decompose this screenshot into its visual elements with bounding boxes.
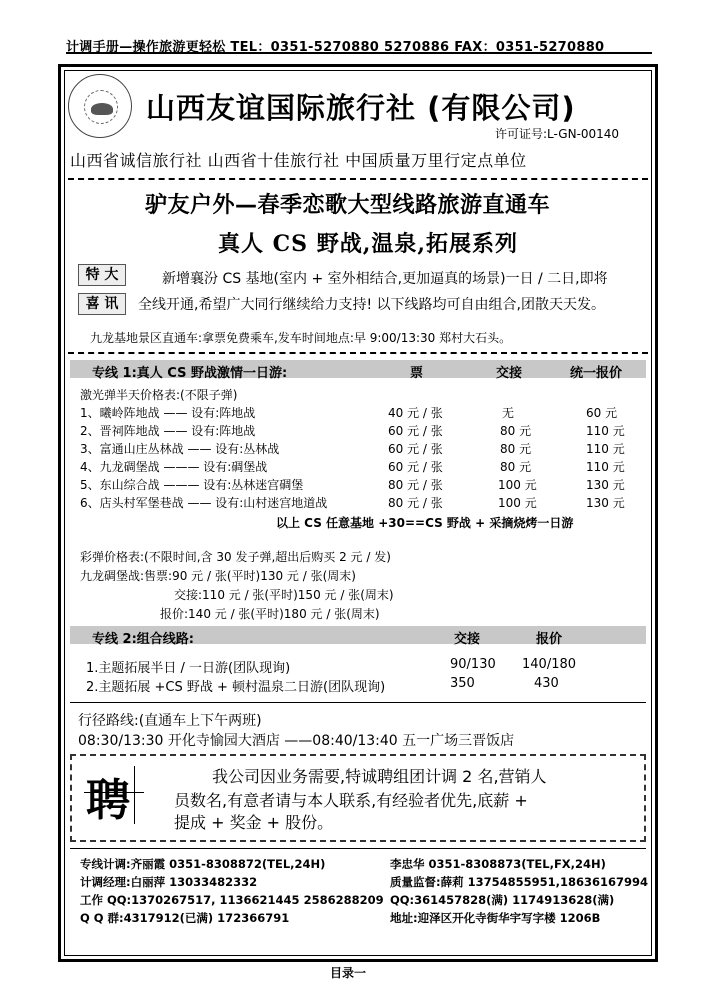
table-row-ticket: 60 元 / 张	[388, 424, 443, 438]
contact-left: 专线计调:齐丽霞 0351-8308872(TEL,24H)	[80, 857, 326, 871]
table-row-name: 5、东山综合战 ——— 设有:丛林迷宫碉堡	[80, 478, 304, 492]
contact-left: Q Q 群:4317912(已满) 172366791	[80, 911, 290, 925]
table-row-handover: 90/130	[450, 657, 496, 672]
contact-right: QQ:361457828(满) 1174913628(满)	[390, 893, 615, 907]
table-row-handover: 无	[502, 406, 515, 420]
paintball-quote: 报价:140 元 / 张(平时)180 元 / 张(周末)	[160, 607, 380, 621]
company-name: 山西友谊国际旅行社 (有限公司)	[146, 91, 576, 125]
table-row-ticket: 40 元 / 张	[388, 406, 443, 420]
line1-col-handover: 交接	[496, 366, 523, 381]
contact-left: 计调经理:白丽萍 13033482332	[80, 875, 258, 889]
table-row-price: 130 元	[586, 478, 625, 492]
header-contact-line: 计调手册—操作旅游更轻松 TEL：0351-5270880 5270886 FAX：0351-5270880	[66, 40, 605, 55]
laser-price-subtitle: 激光弹半天价格表:(不限子弹)	[80, 388, 238, 402]
table-row-name: 4、九龙碉堡战 ——— 设有:碉堡战	[80, 460, 268, 474]
table-row-price: 110 元	[586, 442, 625, 456]
promo-line-2: 全线开通,希望广大同行继续给力支持! 以下线路均可自由组合,团散天天发。	[138, 297, 605, 313]
recruit-char: 聘	[86, 775, 130, 826]
table-row-name: 6、店头村军堡巷战 —— 设有:山村迷宫地道战	[80, 496, 328, 510]
line2-col-price: 报价	[536, 632, 563, 647]
table-row-price: 110 元	[586, 460, 625, 474]
promo-subtitle: 真人 CS 野战,温泉,拓展系列	[218, 231, 519, 257]
divider-top	[68, 178, 648, 180]
shuttle-note: 九龙基地景区直通车:拿票免费乘车,发车时间地点:早 9:00/13:30 郑村大石头。	[90, 331, 512, 345]
table-row-price: 60 元	[586, 406, 618, 420]
table-row-handover: 80 元	[500, 424, 532, 438]
paintball-handover: 交接:110 元 / 张(平时)150 元 / 张(周末)	[174, 588, 394, 602]
table-row-handover: 80 元	[500, 460, 532, 474]
contact-right: 地址:迎泽区开化寺街华宇写字楼 1206B	[390, 911, 601, 925]
line2-label: 专线 2:组合线路:	[92, 632, 194, 647]
license-number: 许可证号:L-GN-00140	[495, 127, 620, 141]
recruit-line-2: 员数名,有意者请与本人联系,有经验者优先,底薪 +	[174, 791, 528, 810]
divider-route	[70, 702, 646, 703]
agency-honors: 山西省诚信旅行社 山西省十佳旅行社 中国质量万里行定点单位	[70, 151, 527, 170]
recruit-line-3: 提成 + 奖金 + 股份。	[174, 813, 334, 832]
table-row-name: 3、富通山庄丛林战 —— 设有:丛林战	[80, 442, 280, 456]
line1-label: 专线 1:真人 CS 野战激情一日游:	[92, 366, 288, 381]
line1-col-price: 统一报价	[570, 366, 623, 381]
contact-left: 工作 QQ:1370267517, 1136621445 2586288209	[80, 893, 384, 907]
recruit-line-1: 我公司因业务需要,特诚聘组团计调 2 名,营销人	[212, 767, 547, 786]
table-row-price: 110 元	[586, 424, 625, 438]
page-label: 目录一	[330, 966, 367, 980]
table-row-price: 140/180	[522, 657, 577, 672]
company-logo	[68, 74, 132, 138]
divider-mid	[68, 352, 648, 354]
table-row-price: 430	[534, 676, 559, 691]
table-row-name: 2.主题拓展 +CS 野战 + 顿村温泉二日游(团队现询)	[86, 680, 386, 695]
table-row-handover: 100 元	[498, 478, 537, 492]
paintball-title: 彩弹价格表:(不限时间,含 30 发子弹,超出后购买 2 元 / 发)	[80, 550, 391, 564]
line2-col-handover: 交接	[454, 632, 481, 647]
promo-title: 驴友户外—春季恋歌大型线路旅游直通车	[145, 193, 551, 218]
contact-right: 李忠华 0351-8308873(TEL,FX,24H)	[390, 857, 606, 871]
header-underline	[66, 52, 652, 54]
route-title: 行径路线:(直通车上下午两班)	[78, 713, 262, 729]
logo-emblem-icon	[91, 103, 113, 115]
table-row-name: 1.主题拓展半日 / 一日游(团队现询)	[86, 661, 291, 676]
combo-note: 以上 CS 任意基地 +30==CS 野战 + 采摘烧烤一日游	[276, 516, 574, 530]
table-row-handover: 80 元	[500, 442, 532, 456]
table-row-ticket: 80 元 / 张	[388, 478, 443, 492]
promo-line-1: 新增襄汾 CS 基地(室内 + 室外相结合,更加逼真的场景)一日 / 二日,即将	[162, 271, 608, 287]
badge-special: 特 大	[78, 264, 126, 286]
table-row-ticket: 60 元 / 张	[388, 460, 443, 474]
divider-contacts	[70, 848, 646, 849]
line1-col-ticket: 票	[410, 366, 424, 381]
table-row-name: 2、晋祠阵地战 —— 设有:阵地战	[80, 424, 256, 438]
table-row-handover: 100 元	[498, 496, 537, 510]
recruit-cross-v	[134, 766, 135, 824]
recruit-cross-h	[84, 792, 144, 793]
table-row-ticket: 60 元 / 张	[388, 442, 443, 456]
route-detail: 08:30/13:30 开化寺愉园大酒店 ——08:40/13:40 五一广场三晋饭店	[78, 733, 515, 749]
table-row-handover: 350	[450, 676, 475, 691]
table-row-ticket: 80 元 / 张	[388, 496, 443, 510]
contact-right: 质量监督:薛莉 13754855951,18636167994	[390, 875, 649, 889]
badge-good-news: 喜 讯	[78, 293, 126, 315]
paintball-sale: 九龙碉堡战:售票:90 元 / 张(平时)130 元 / 张(周末)	[80, 569, 356, 583]
table-row-name: 1、曦岭阵地战 —— 设有:阵地战	[80, 406, 256, 420]
table-row-price: 130 元	[586, 496, 625, 510]
